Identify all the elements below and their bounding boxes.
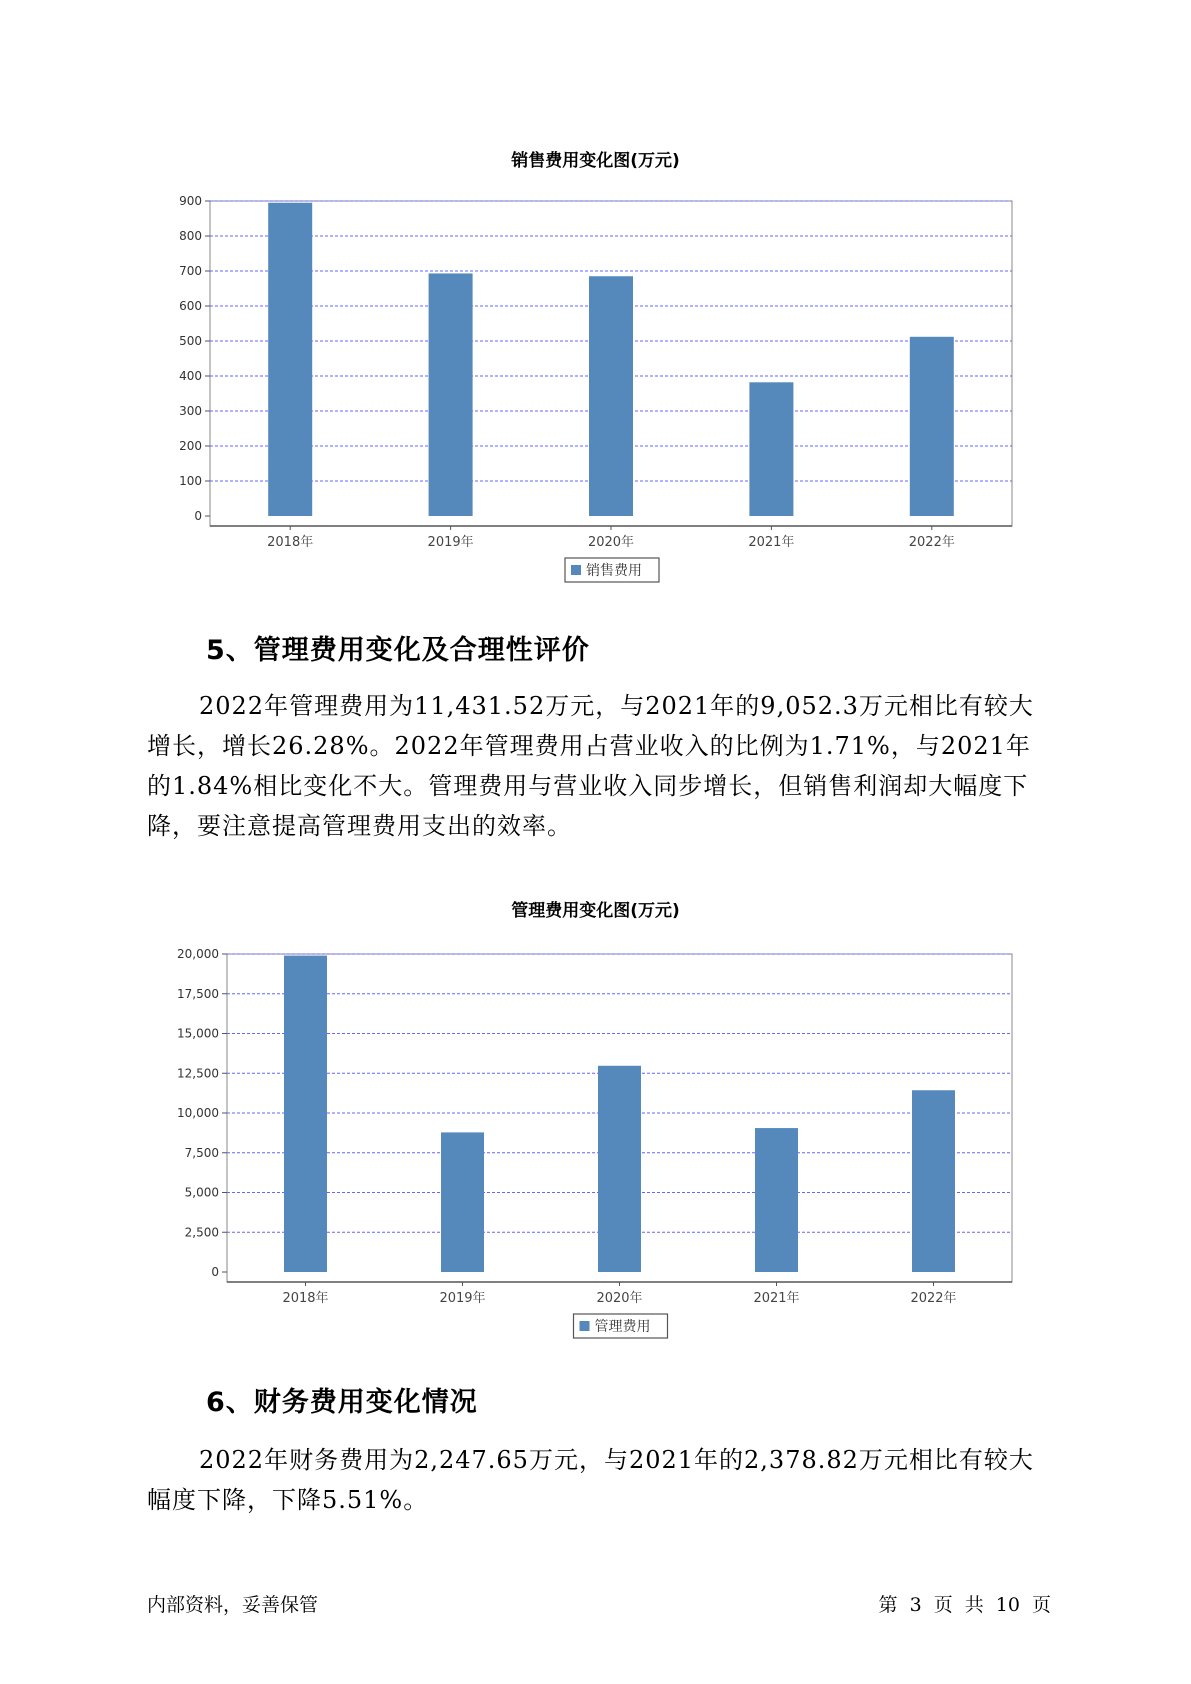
x-tick-label: 2020年 <box>587 535 635 550</box>
chart-title-sales-expense: 销售费用变化图(万元) <box>511 151 680 171</box>
legend-swatch <box>580 1321 590 1331</box>
bar <box>441 1132 484 1272</box>
bar <box>912 1090 955 1272</box>
bar <box>755 1128 798 1272</box>
y-tick-label: 7,500 <box>184 1145 219 1160</box>
y-tick-label: 500 <box>179 334 202 348</box>
y-tick-label: 200 <box>179 439 202 453</box>
y-tick-label: 12,500 <box>177 1066 219 1081</box>
y-tick-label: 5,000 <box>184 1185 219 1200</box>
legend-label: 销售费用 <box>586 563 642 579</box>
y-tick-label: 2,500 <box>184 1225 219 1240</box>
x-tick-label: 2018年 <box>267 535 314 550</box>
section-6-paragraph: 2022年财务费用为2,247.65万元，与2021年的2,378.82万元相比有较大幅度下降，下降5.51%。 <box>147 1446 1034 1514</box>
legend-swatch <box>571 565 581 575</box>
footer-page-number: 第 3 页 共 10 页 <box>878 1594 1051 1616</box>
y-tick-label: 20,000 <box>177 947 219 961</box>
y-tick-label: 600 <box>179 299 202 313</box>
y-tick-label: 700 <box>179 264 202 278</box>
admin-expense-chart <box>0 920 1191 1340</box>
legend-label: 管理费用 <box>594 1319 651 1335</box>
y-tick-label: 100 <box>179 474 202 488</box>
section-6-heading: 6、财务费用变化情况 <box>206 1387 478 1418</box>
y-tick-label: 300 <box>179 404 202 418</box>
y-tick-label: 0 <box>194 509 202 523</box>
y-tick-label: 17,500 <box>177 986 219 1001</box>
x-tick-label: 2019年 <box>439 1291 486 1306</box>
bar <box>598 1066 641 1272</box>
y-tick-label: 900 <box>179 194 202 208</box>
bar <box>589 276 633 516</box>
x-tick-label: 2022年 <box>910 1291 957 1306</box>
x-tick-label: 2021年 <box>748 535 795 550</box>
y-tick-label: 400 <box>179 369 202 383</box>
bar <box>749 382 793 516</box>
chart-title-admin-expense: 管理费用变化图(万元) <box>511 901 680 921</box>
x-tick-label: 2021年 <box>753 1291 800 1306</box>
bar <box>268 203 312 516</box>
x-tick-label: 2022年 <box>908 535 955 550</box>
y-tick-label: 0 <box>211 1265 219 1279</box>
x-tick-label: 2020年 <box>596 1291 643 1306</box>
bar <box>284 956 327 1272</box>
sales-expense-chart <box>0 170 1191 590</box>
bar <box>429 273 473 516</box>
section-5-paragraph: 2022年管理费用为11,431.52万元，与2021年的9,052.3万元相比有较大增长，增长26.28%。2022年管理费用占营业收入的比例为1.71%，与2021年的1.84%相比变化不大。管理费用与营业收入同步增长，但销售利润却大幅度下降，要注意提高管理费用支出的效率。 <box>147 692 1034 840</box>
footer-confidential-note: 内部资料，妥善保管 <box>147 1594 319 1616</box>
bar <box>910 337 954 516</box>
section-5-heading: 5、管理费用变化及合理性评价 <box>206 635 590 666</box>
y-tick-label: 15,000 <box>177 1026 219 1041</box>
x-tick-label: 2018年 <box>282 1291 329 1306</box>
y-tick-label: 10,000 <box>177 1106 219 1120</box>
x-tick-label: 2019年 <box>427 535 474 550</box>
y-tick-label: 800 <box>179 229 202 243</box>
